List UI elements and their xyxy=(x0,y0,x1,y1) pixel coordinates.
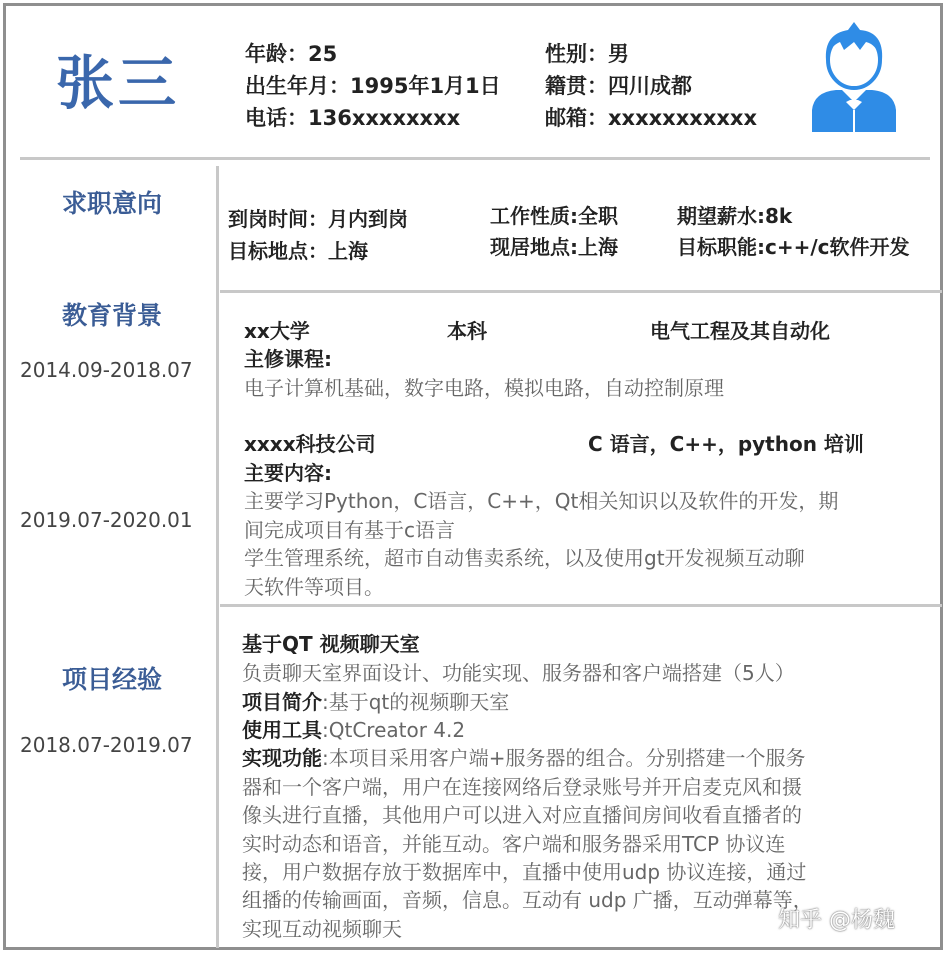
training-topics: C 语言，C++，python 培训 xyxy=(588,432,864,456)
function-line: 实时动态和语音，并能互动。客户端和服务器采用TCP 协议连 xyxy=(242,832,786,856)
project-tools xyxy=(242,714,465,743)
arrival-time: 到岗时间：月内到岗 xyxy=(228,207,408,231)
function-line: 实现互动视频聊天 xyxy=(242,917,402,941)
expected-salary: 期望薪水:8k xyxy=(677,204,793,228)
function-text: :本项目采用客户端+服务器的组合。分别搭建一个服务 xyxy=(322,746,806,770)
intro-label: 项目简介 xyxy=(242,690,322,714)
function-label: 实现功能 xyxy=(242,746,322,770)
email-field: 邮箱：xxxxxxxxxxx xyxy=(545,106,757,130)
courses-text: 电子计算机基础，数字电路，模拟电路，自动控制原理 xyxy=(244,376,724,400)
project-title: 项目经验 xyxy=(62,665,163,694)
origin-field: 籍贯：四川成都 xyxy=(545,74,692,98)
education-date-1: 2014.09-2018.07 xyxy=(20,358,193,382)
tools-text: :QtCreator 4.2 xyxy=(322,718,466,742)
function-line: 器和一个客户端，用户在连接网络后登录账号并开启麦克风和摄 xyxy=(242,775,802,799)
function-line: 像头进行直播，其他用户可以进入对应直播间房间收看直播者的 xyxy=(242,803,802,827)
target-location: 目标地点：上海 xyxy=(228,239,368,263)
education-date-2: 2019.07-2020.01 xyxy=(20,508,193,532)
gender-field: 性别：男 xyxy=(545,42,629,66)
project-date: 2018.07-2019.07 xyxy=(20,733,193,757)
content-line: 天软件等项目。 xyxy=(244,575,384,599)
column-divider xyxy=(216,166,219,948)
target-role: 目标职能:c++/c软件开发 xyxy=(677,235,910,259)
header-divider xyxy=(20,157,930,160)
project-name: 基于QT 视频聊天室 xyxy=(242,632,420,656)
content-label: 主要内容: xyxy=(244,461,332,485)
age-field: 年龄：25 xyxy=(245,42,338,66)
phone-field: 电话：136xxxxxxxx xyxy=(245,106,461,130)
tools-label: 使用工具 xyxy=(242,718,322,742)
education-title: 教育背景 xyxy=(62,301,163,330)
intent-divider xyxy=(220,290,942,293)
job-nature: 工作性质:全职 xyxy=(490,204,618,228)
user-avatar-icon xyxy=(808,20,900,136)
function-line: 组播的传输画面，音频，信息。互动有 udp 广播，互动弹幕等， xyxy=(242,888,813,912)
company-name: xxxx科技公司 xyxy=(244,432,376,456)
project-function xyxy=(242,742,806,771)
school-name: xx大学 xyxy=(244,319,310,343)
intent-title: 求职意向 xyxy=(62,189,163,218)
project-role: 负责聊天室界面设计、功能实现、服务器和客户端搭建（5人） xyxy=(242,661,795,685)
current-location: 现居地点:上海 xyxy=(490,235,618,259)
project-intro xyxy=(242,686,509,715)
courses-label: 主修课程: xyxy=(244,347,332,371)
education-divider xyxy=(220,604,942,607)
function-line: 接，用户数据存放于数据库中，直播中使用udp 协议连接，通过 xyxy=(242,860,807,884)
content-line: 主要学习Python，C语言，C++，Qt相关知识以及软件的开发，期 xyxy=(244,489,839,513)
content-line: 间完成项目有基于c语言 xyxy=(244,518,455,542)
content-line: 学生管理系统，超市自动售卖系统，以及使用gt开发视频互动聊 xyxy=(244,546,805,570)
watermark: 知乎 @杨魏 xyxy=(778,908,895,933)
degree: 本科 xyxy=(447,319,487,343)
intro-text: :基于qt的视频聊天室 xyxy=(322,690,510,714)
candidate-name: 张三 xyxy=(56,49,181,117)
major: 电气工程及其自动化 xyxy=(650,319,830,343)
birth-field: 出生年月：1995年1月1日 xyxy=(245,74,501,98)
